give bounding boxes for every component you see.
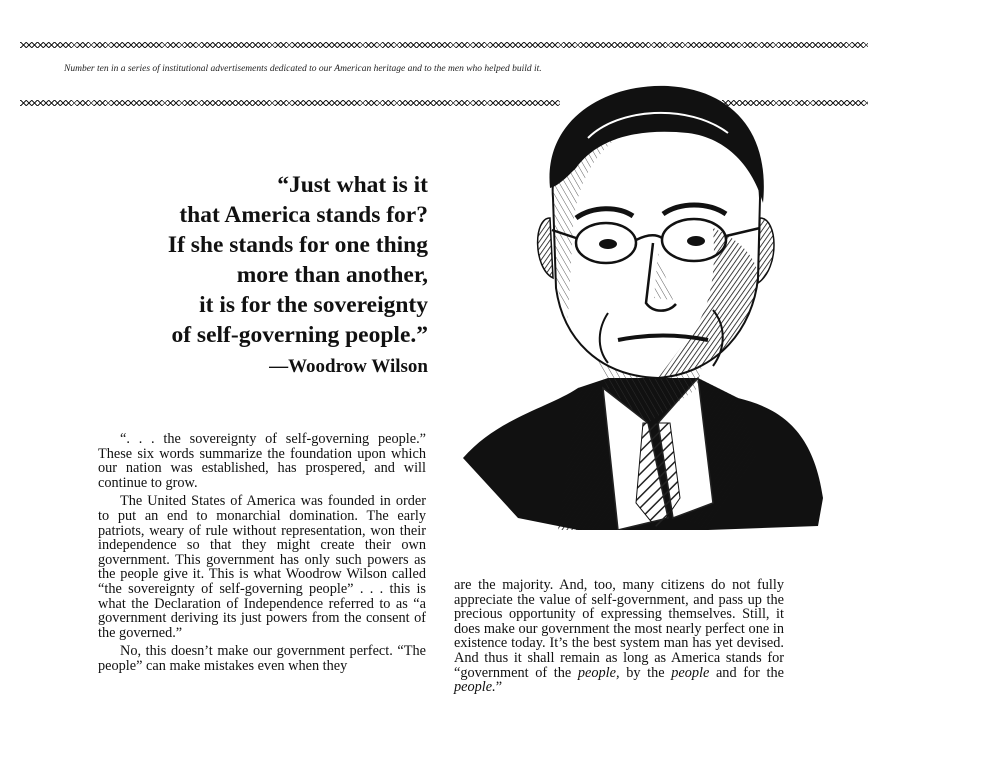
body-paragraph: The United States of America was founded in order to put an end to monarchial domination. The early patriots, weary of rule without representation, won their independence so that they might create their own government. This government has only such powers as the people give it. This is what Woodrow Wilson called “the sovereignty of self-governing people” . . . this is what the Declaration of Independence referred to as “a government deriving its just powers from the consent of the governed.”: [98, 493, 426, 641]
quote-line: more than another,: [236, 262, 428, 288]
quote-line: it is for the sovereignty: [199, 292, 428, 318]
decorative-border-top: [20, 42, 868, 48]
emphasis-people: people.: [454, 679, 496, 696]
quote-line: that America stands for?: [179, 202, 428, 228]
quote-line: “Just what is it: [277, 172, 428, 198]
quote-line: If she stands for one thing: [167, 232, 428, 258]
body-text-span: ”: [495, 679, 503, 696]
emphasis-people: people,: [577, 664, 620, 681]
body-text-span: and for the: [709, 664, 784, 681]
pull-quote: [100, 170, 428, 350]
quote-line: of self-governing people.”: [171, 322, 428, 348]
quote-attribution: —Woodrow Wilson: [269, 356, 428, 377]
body-paragraph: No, this doesn’t make our government perfect. “The people” can make mistakes even when they: [98, 643, 426, 674]
body-text-left-column: [98, 432, 426, 678]
series-note: Number ten in a series of institutional advertisements dedicated to our American heritage and to the men who helped build it.: [64, 64, 542, 74]
body-text-span: are the majority. And, too, many citizens do not fully appreciate the value of self-government, and pass up the precious opportunity of expressing themselves. Still, it does make our government the most nearly perfect one in existence today. It’s the best system man has yet devised. And thus it shall remain as long as America stands for “government of the: [454, 577, 784, 681]
body-paragraph: [454, 578, 784, 695]
emphasis-people: people: [671, 664, 710, 681]
body-paragraph: “. . . the sovereignty of self-governing people.” These six words summarize the foundation upon which our nation was established, has prospered, and will continue to grow.: [98, 431, 426, 491]
woodrow-wilson-portrait: [458, 78, 838, 530]
body-text-right-column: [454, 578, 784, 699]
body-text-span: by the: [619, 664, 672, 681]
